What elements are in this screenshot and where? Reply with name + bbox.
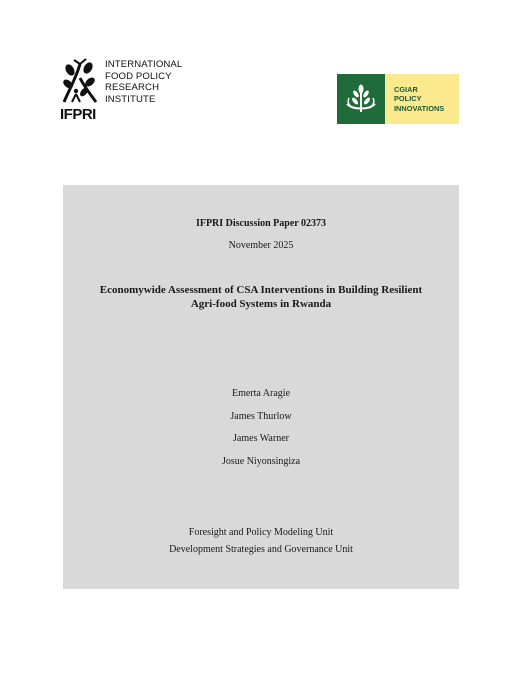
unit-list: [63, 525, 459, 558]
cover-panel: [63, 185, 459, 589]
ifpri-name-line: FOOD POLICY: [105, 70, 172, 82]
ifpri-name-line: INSTITUTE: [105, 93, 156, 105]
title-line: Agri-food Systems in Rwanda: [190, 298, 332, 310]
title-line: Economywide Assessment of CSA Interventions in Building Resilient: [99, 284, 423, 296]
wheat-icon: [343, 84, 379, 114]
paper-title: [63, 283, 459, 311]
author-name: Josue Niyonsingiza: [221, 455, 301, 467]
cgiar-line: CGIAR: [394, 84, 418, 94]
cgiar-emblem: [337, 74, 385, 124]
unit-name: Development Strategies and Governance Unit: [169, 543, 353, 555]
ifpri-name-line: RESEARCH: [105, 82, 160, 94]
author-list: [63, 383, 459, 473]
cgiar-line: POLICY: [394, 94, 422, 104]
ifpri-name-line: INTERNATIONAL: [105, 59, 183, 70]
ifpri-full-name: [105, 59, 182, 105]
cgiar-line: INNOVATIONS: [394, 103, 445, 113]
author-name: James Thurlow: [230, 410, 292, 422]
publication-date: November 2025: [228, 240, 294, 251]
ifpri-acronym: IFPRI: [60, 106, 96, 123]
cgiar-wordmark: [385, 74, 459, 124]
author-name: Emerta Aragie: [231, 388, 291, 399]
unit-name: Foresight and Policy Modeling Unit: [188, 527, 334, 538]
ifpri-logo: [60, 58, 195, 128]
cgiar-logo: [337, 74, 459, 124]
author-name: James Warner: [233, 433, 289, 444]
series-number: IFPRI Discussion Paper 02373: [195, 218, 327, 229]
